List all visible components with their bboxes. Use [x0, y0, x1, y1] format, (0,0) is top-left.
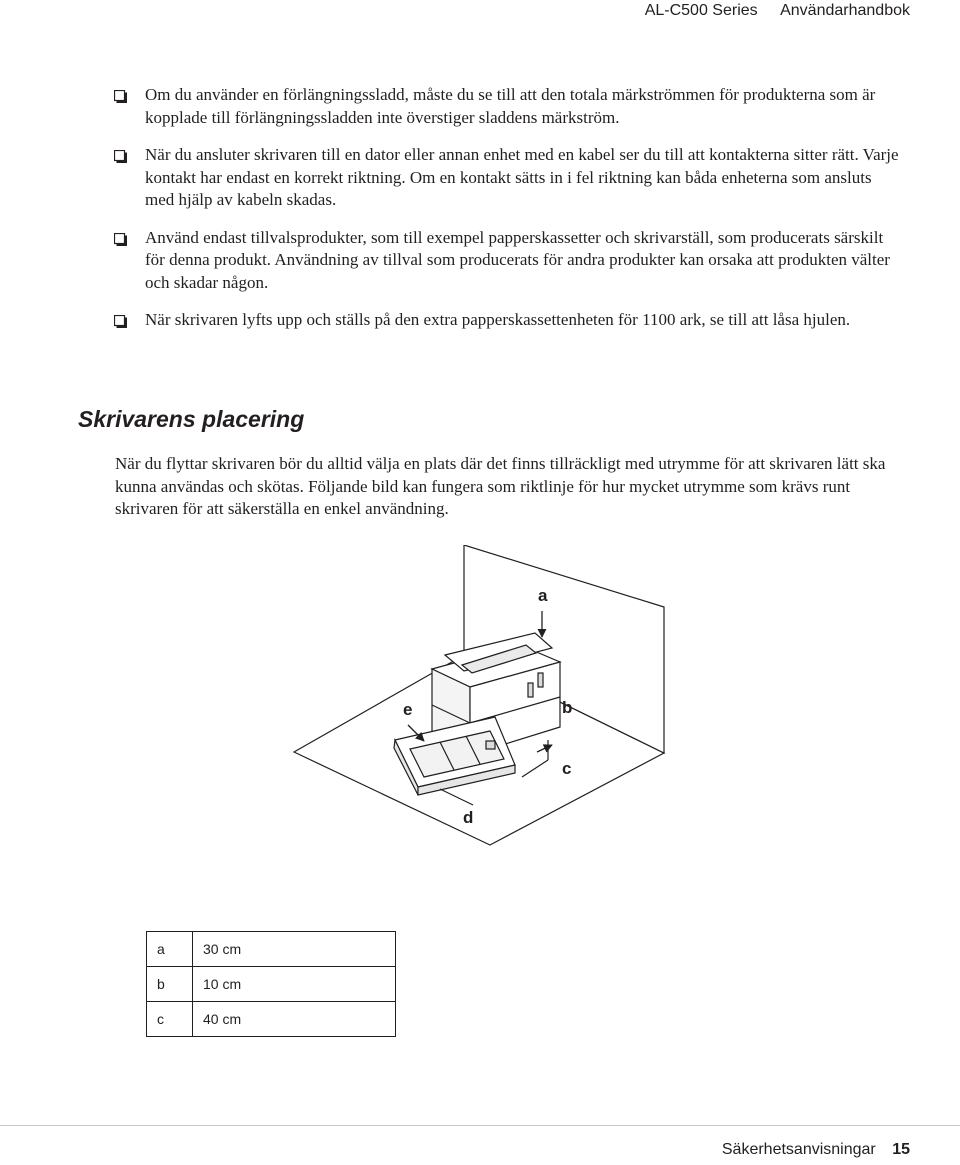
page-number: 15 [892, 1141, 910, 1158]
section-intro: När du flyttar skrivaren bör du alltid välja en plats där det finns tillräckligt med utrymme för att skrivaren lätt ska kunna användas och skötas. Följande bild kan fungera som riktlinje för hur mycket utrymme som krävs runt skrivaren för att säkerställa en enkel användning. [115, 454, 886, 518]
bullet-text: Använd endast tillvalsprodukter, som till exempel papperskassetter och skrivarställ, som producerats särskilt för denna produkt. Användning av tillval som producerats för andra produkter kan orsaka att produkten välter och skadar någon. [145, 227, 890, 292]
list-item [114, 309, 904, 332]
page-header [645, 0, 910, 22]
label-d: d [463, 808, 474, 827]
clearance-key: b [147, 967, 193, 1002]
label-a: a [538, 586, 548, 605]
clearance-key: c [147, 1002, 193, 1037]
header-manual: Användarhandbok [780, 2, 910, 19]
label-e: e [403, 700, 413, 719]
bullet-text: När skrivaren lyfts upp och ställs på den extra papperskassettenheten för 1100 ark, se till att låsa hjulen. [145, 310, 851, 329]
footer-divider [0, 1125, 960, 1126]
table-row [147, 1002, 396, 1037]
checkbox-bullet-icon [114, 150, 127, 163]
clearance-value: 10 cm [193, 967, 396, 1002]
label-b: b [562, 698, 573, 717]
clearance-table [146, 931, 396, 1037]
bullet-text: Om du använder en förlängningssladd, måste du se till att den totala märkströmmen för produkterna som är kopplade till förlängningssladden inte överstiger sladdens märkström. [145, 85, 876, 127]
list-item [114, 84, 904, 129]
label-c: c [562, 759, 572, 778]
section-title: Skrivarens placering [78, 406, 305, 432]
footer-section: Säkerhetsanvisningar [721, 1141, 876, 1158]
safety-bullet-list [114, 84, 904, 347]
clearance-key: a [147, 932, 193, 967]
list-item [114, 144, 904, 212]
clearance-value: 30 cm [193, 932, 396, 967]
checkbox-bullet-icon [114, 233, 127, 246]
table-row [147, 967, 396, 1002]
printer-clearance-illustration [290, 545, 670, 850]
checkbox-bullet-icon [114, 315, 127, 328]
bullet-text: När du ansluter skrivaren till en dator eller annan enhet med en kabel ser du till att kontakterna sitter rätt. Varje kontakt har endast en korrekt riktning. Om en kontakt sätts in i fel riktning kan båda enheterna som ansluts med hjälp av kabeln skadas. [145, 145, 899, 209]
table-row [147, 932, 396, 967]
list-item [114, 227, 904, 295]
clearance-value: 40 cm [193, 1002, 396, 1037]
page-footer [722, 1141, 910, 1159]
header-product: AL-C500 Series [644, 2, 758, 19]
checkbox-bullet-icon [114, 90, 127, 103]
